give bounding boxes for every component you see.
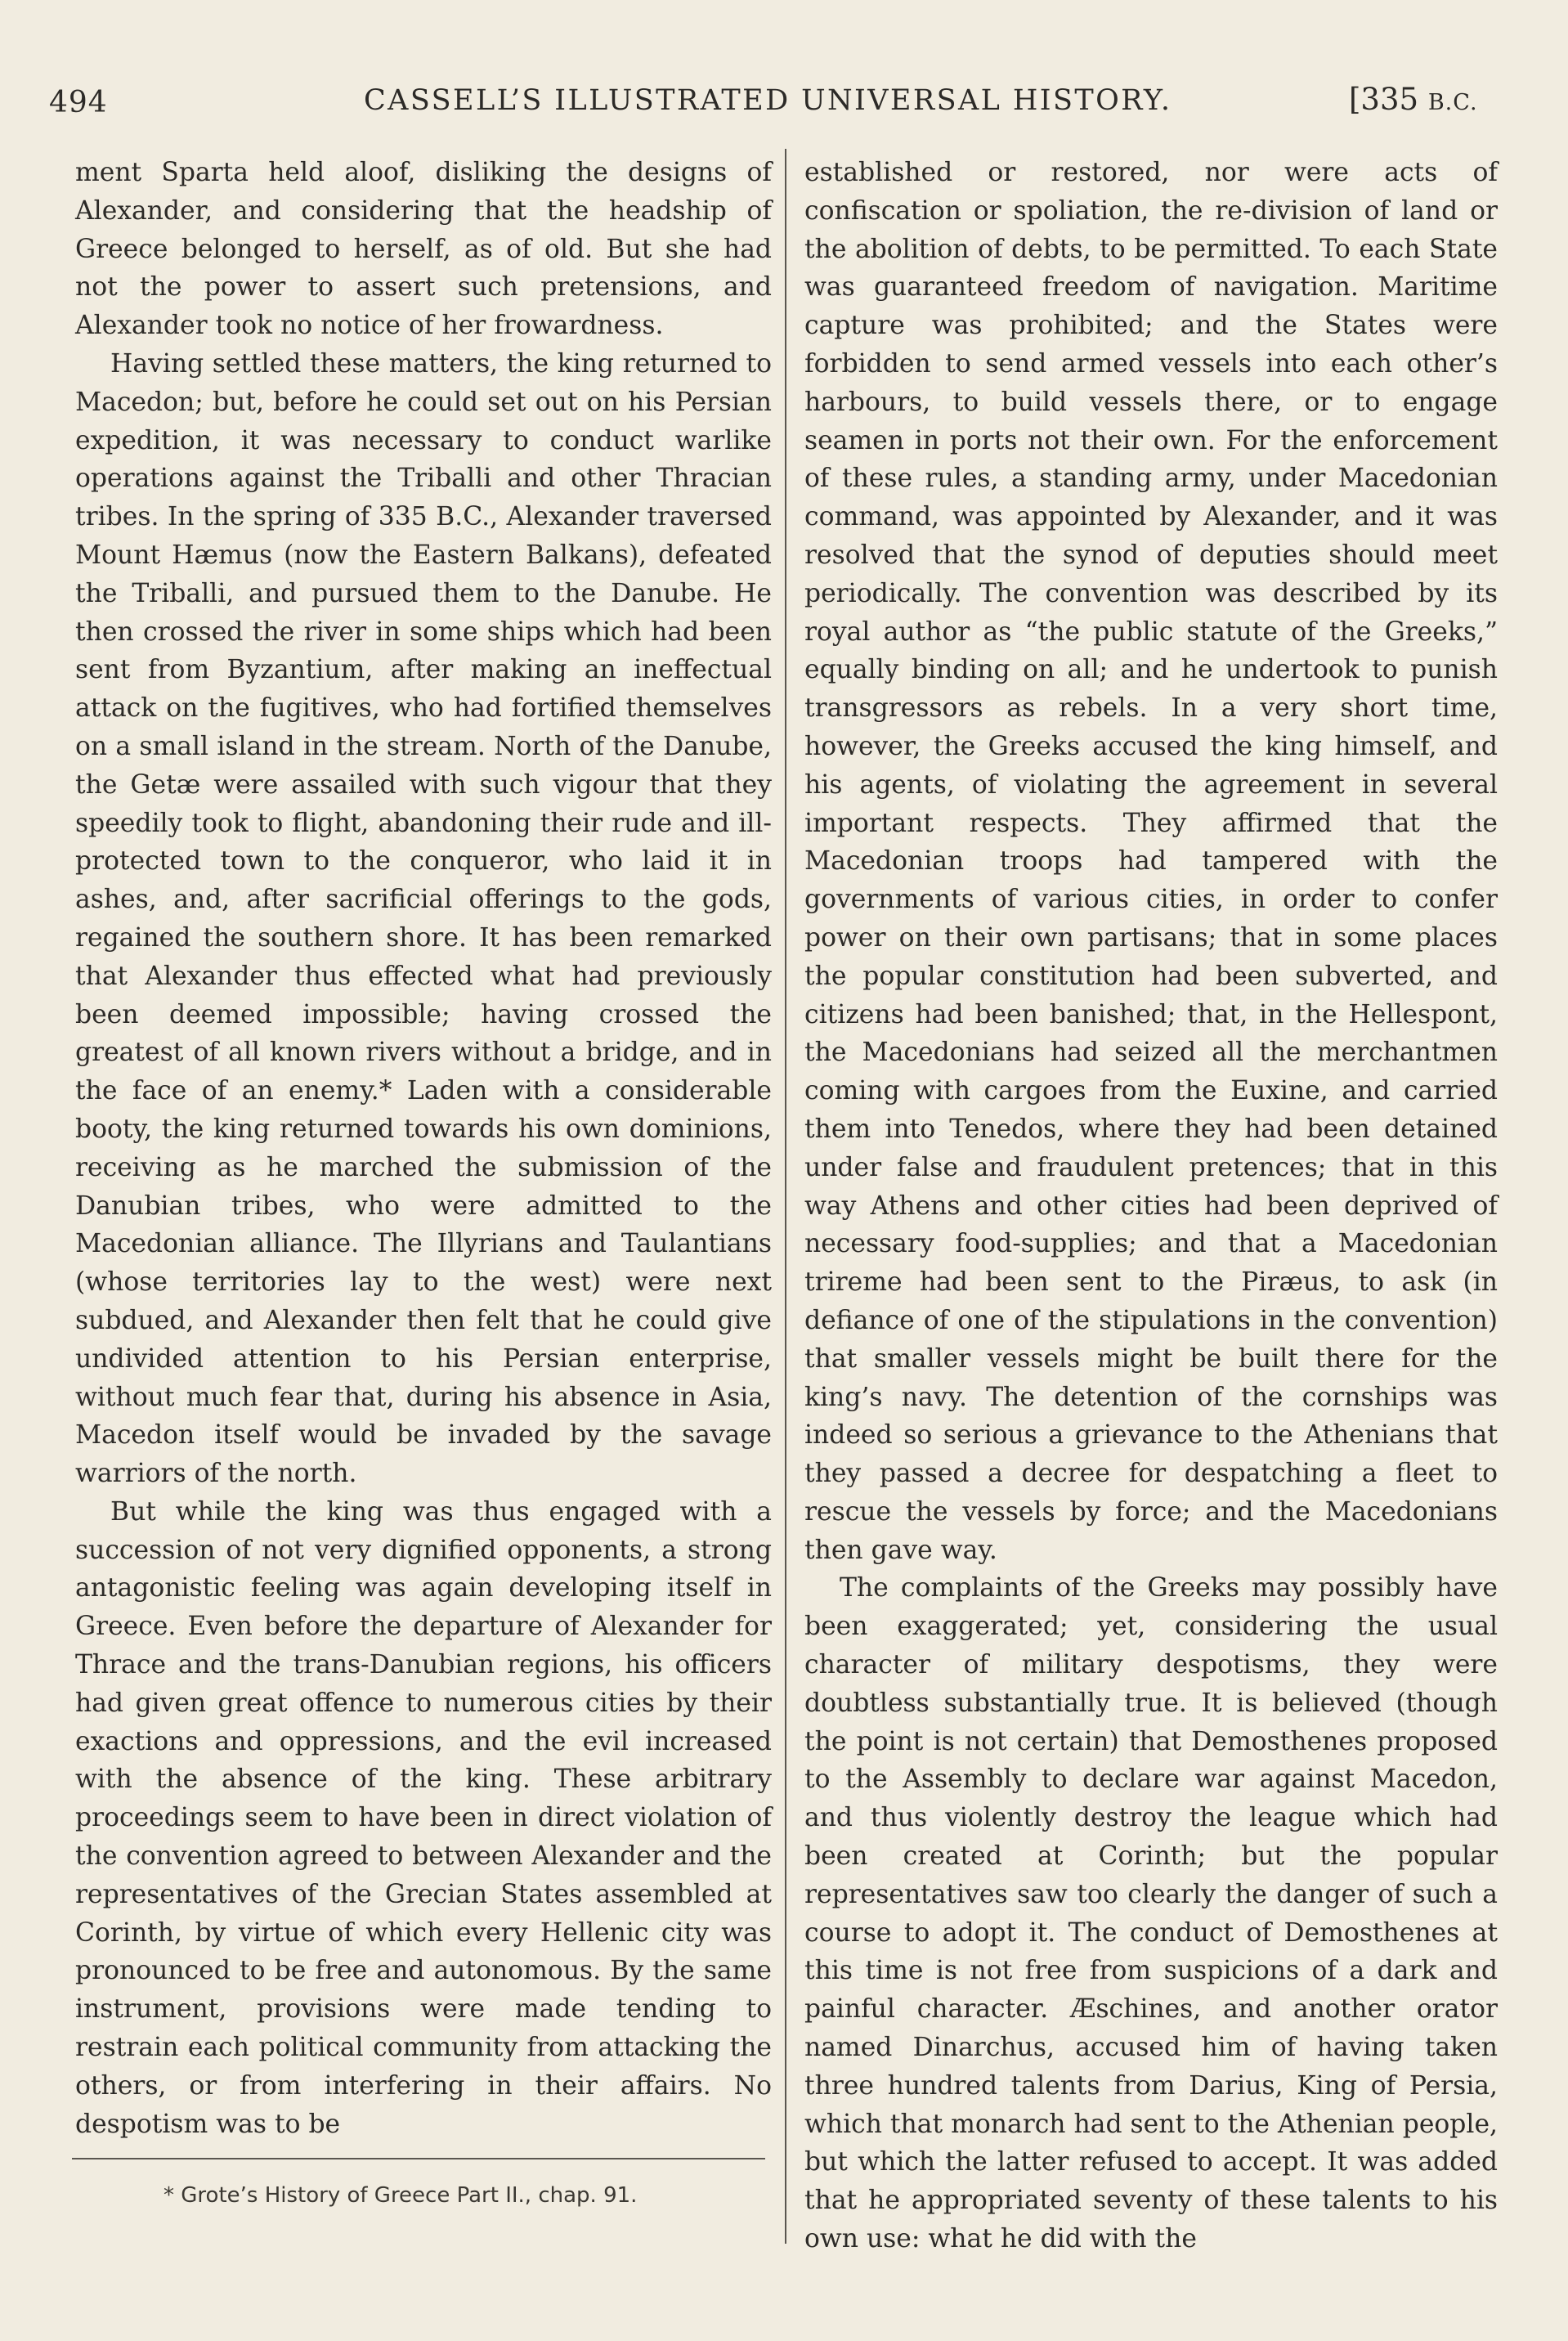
right-column bbox=[804, 154, 1498, 2258]
date-reference bbox=[1349, 82, 1478, 117]
page-number: 494 bbox=[49, 86, 108, 119]
paragraph: established or restored, nor were acts of confiscation or spoliation, the re-division of land or the abolition of debts, to be permitted. To each State was guaranteed freedom of navigation. Maritime capture was prohibited; and the States were forbidden to send armed vessels into each other’s harbours, to build vessels there, or to engage seamen in ports not their own. For the enforcement of these rules, a standing army, under Macedonian command, was appointed by Alexander, and it was resolved that the synod of deputies should meet periodically. The convention was described by its royal author as “the public statute of the Greeks,” equally binding on all; and he undertook to punish transgressors as rebels. In a very short time, however, the Greeks accused the king himself, and his agents, of violating the agreement in several important respects. They affirmed that the Macedonian troops had tampered with the governments of various cities, in order to confer power on their own partisans; that in some places the popular constitution had been subverted, and citizens had been banished; that, in the Hellespont, the Macedonians had seized all the merchantmen coming with cargoes from the Euxine, and carried them into Tenedos, where they had been detained under false and fraudulent pretences; that in this way Athens and other cities had been deprived of necessary food-supplies; and that a Macedonian trireme had been sent to the Piræus, to ask (in defiance of one of the stipulations in the convention) that smaller vessels might be built there for the king’s navy. The detention of the cornships was indeed so serious a grievance to the Athenians that they passed a decree for despatching a fleet to rescue the vessels by force; and the Macedonians then gave way. bbox=[804, 158, 1498, 1565]
page-header bbox=[0, 0, 1568, 164]
paragraph: ment Sparta held aloof, disliking the designs of Alexander, and considering that the headship of Greece belonged to herself, as of old. But she had not the power to assert such pretensions, and Alexander took no notice of her frowardness. bbox=[75, 158, 772, 341]
running-title: CASSELL’S ILLUSTRATED UNIVERSAL HISTORY. bbox=[364, 84, 1172, 117]
footnote-rule bbox=[72, 2158, 765, 2159]
date-era: B.C. bbox=[1427, 90, 1478, 115]
paragraph: The complaints of the Greeks may possibly have been exaggerated; yet, considering the usual character of military despotisms, they were doubtless substantially true. It is believed (though the point is not certain) that Demosthenes proposed to the Assembly to declare war against Macedon, and thus violently destroy the league which had been created at Corinth; but the popular representatives saw too clearly the danger of such a course to adopt it. The conduct of Demosthenes at this time is not free from suspicions of a dark and painful character. Æschines, and another orator named Dinarchus, accused him of having taken three hundred talents from Darius, King of Persia, which that monarch had sent to the Athenian people, but which the latter refused to accept. It was added that he appropriated seventy of these talents to his own use: what he did with the bbox=[804, 1573, 1498, 2254]
paragraph: But while the king was thus engaged with a succession of not very dignified opponents, a strong antagonistic feeling was again developing itself in Greece. Even before the departure of Alexander for Thrace and the trans-Danubian regions, his officers had given great offence to numerous cities by their exactions and oppressions, and the evil increased with the absence of the king. These arbitrary proceedings seem to have been in direct violation of the convention agreed to between Alexander and the representatives of the Grecian States assembled at Corinth, by virtue of which every Hellenic city was pronounced to be free and autonomous. By the same instrument, provisions were made tending to restrain each political community from attacking the others, or from interfering in their affairs. No despotism was to be bbox=[75, 1496, 772, 2139]
left-column bbox=[75, 154, 772, 2143]
paragraph: Having settled these matters, the king returned to Macedon; but, before he could set out on his Persian expedition, it was necessary to conduct warlike operations against the Triballi and other Thracian tribes. In the spring of 335 B.C., Alexander traversed Mount Hæmus (now the Eastern Balkans), defeated the Triballi, and pursued them to the Danube. He then crossed the river in some ships which had been sent from Byzantium, after making an ineffectual attack on the fugitives, who had fortified themselves on a small island in the stream. North of the Danube, the Getæ were assailed with such vigour that they speedily took to flight, abandoning their rude and ill-protected town to the conqueror, who laid it in ashes, and, after sacrificial offerings to the gods, regained the southern shore. It has been remarked that Alexander thus effected what had previously been deemed impossible; having crossed the greatest of all known rivers without a bridge, and in the face of an enemy.* Laden with a considerable booty, the king returned towards his own dominions, receiving as he marched the submission of the Danubian tribes, who were admitted to the Macedonian alliance. The Illyrians and Taulantians (whose territories lay to the west) were next subdued, and Alexander then felt that he could give undivided attention to his Persian enterprise, without much fear that, during his absence in Asia, Macedon itself would be invaded by the savage warriors of the north. bbox=[75, 348, 772, 1489]
footnote: * Grote’s History of Greece Part II., chap. 91. bbox=[164, 2183, 638, 2208]
column-divider bbox=[785, 149, 786, 2244]
date-year: [335 bbox=[1349, 82, 1419, 117]
